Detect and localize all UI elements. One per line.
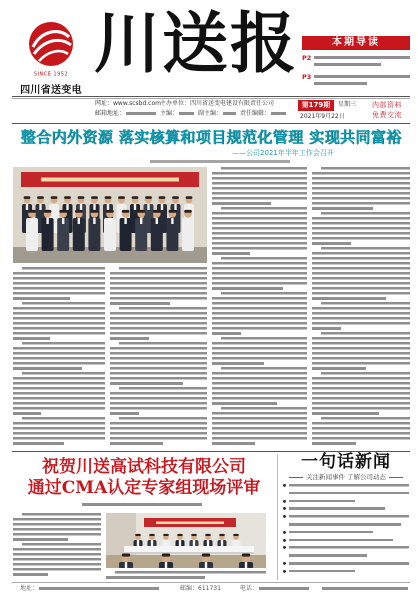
text-paragraph [13,543,101,578]
guide-item-lines [314,56,410,70]
lead-text-column-1 [13,267,105,447]
brief-item[interactable] [283,570,409,578]
text-paragraph [13,372,105,417]
person-hair [122,554,130,557]
masthead-divider-thin [12,98,410,99]
text-paragraph [312,167,410,212]
person-hair [91,196,98,199]
person-hair [191,534,197,536]
footer-divider [12,582,410,583]
guide-item-text [314,56,410,70]
free-exchange-note: 免费交流 [372,111,402,119]
person-shirt [31,218,33,224]
person-hair [169,210,177,213]
banner-lettering [156,522,224,525]
person-hair [75,210,83,213]
person-shirt [221,540,223,546]
footer-phone-label: 电话： [240,585,259,592]
text-paragraph [13,342,105,372]
person-shirt [46,218,48,224]
person-shirt [53,204,55,210]
editor-label: 主编： [160,110,179,117]
person-hair [202,554,210,557]
footer-phone [240,585,309,593]
group-photo-image [13,167,207,263]
brief-item[interactable] [283,507,409,515]
person-hair [135,534,141,536]
text-paragraph [110,342,207,387]
person-hair [177,534,183,536]
text-paragraph [212,407,307,447]
person-hair [159,196,166,199]
person-hair [137,210,145,213]
person-hair [132,196,139,199]
text-paragraph [13,513,101,543]
person-shirt [165,540,167,546]
email-value [126,112,156,115]
person-shirt [134,204,136,210]
person-shirt [188,204,190,210]
person-shirt [156,218,158,224]
brief-item[interactable] [283,546,409,562]
person-hair [242,554,250,557]
text-paragraph [312,417,410,447]
text-paragraph [312,212,410,247]
meeting-table-edge [124,552,254,554]
person-shirt [62,218,64,224]
person-hair [64,196,71,199]
lead-subtitle: ——公司2021年半年工作会召开 [232,149,334,157]
text-paragraph [312,302,410,332]
footer-postcode: 邮编：611731 [180,585,221,592]
person-hair [205,534,211,536]
person-shirt [171,218,173,224]
guide-item-text [314,75,410,89]
person-shirt [207,540,209,546]
footer-address [20,585,159,593]
person-shirt [93,218,95,224]
person-hair [172,196,179,199]
person-hair [44,210,52,213]
person-hair [153,210,161,213]
info-divider [12,123,410,124]
lead-text-column-2 [110,267,207,447]
brief-item[interactable] [283,500,409,508]
cma-text-below-photo [106,571,266,581]
duty-editor-value [271,112,286,115]
person-shirt [66,204,68,210]
person-hair [106,210,114,213]
cma-byline [82,503,202,506]
briefs-heading: 一句话新闻 [301,452,391,472]
person-shirt [80,204,82,210]
brief-item[interactable] [283,562,409,570]
logo-since-text: SINCE 1952 [33,71,69,77]
lead-headline[interactable]: 整合内外资源 落实核算和项目规范化管理 实现共同富裕 [20,128,402,146]
person-shirt [245,562,247,568]
cma-headline-line-1[interactable]: 祝贺川送高试科技有限公司 [42,457,246,477]
person-hair [78,196,85,199]
person-shirt [124,218,126,224]
person-shirt [39,204,41,210]
cma-text-column [13,513,101,578]
text-paragraph [13,302,105,342]
email-label: 邮箱地址： [95,110,126,117]
person-shirt [107,204,109,210]
banner-lettering [41,178,179,182]
guide-item[interactable] [302,55,410,70]
person-hair [186,196,193,199]
duty-editor-label: 责任编辑： [240,110,271,117]
guide-heading: 本期导读 [302,36,410,50]
issue-date: 2021年9月22日 [300,113,345,120]
person-shirt [125,562,127,568]
person-shirt [235,540,237,546]
meeting-table [124,546,254,553]
brief-item[interactable] [283,531,409,539]
cma-headline-line-2[interactable]: 通过CMA认定专家组现场评审 [27,478,261,498]
briefs-subtitle: 关注新闻事件 了解公司动态 [282,473,410,481]
person-shirt [165,562,167,568]
duty-editor-info [240,110,286,118]
logo-org-name: 四川省送变电 [20,85,82,96]
person-shirt [120,204,122,210]
guide-item-page: P3 [302,73,312,81]
lead-byline [150,160,290,163]
website-info [95,100,161,108]
deputy-editor-label: 副主编： [198,110,223,117]
text-paragraph [106,571,266,581]
person-hair [59,210,67,213]
email-info [95,110,156,118]
masthead-divider [12,96,410,97]
guide-item[interactable] [302,74,410,89]
text-paragraph [312,247,410,302]
text-paragraph [312,332,410,372]
text-paragraph [212,207,307,257]
text-paragraph [212,367,307,407]
person-shirt [93,204,95,210]
text-paragraph [212,167,307,207]
person-shirt [179,540,181,546]
person-hair [145,196,152,199]
text-paragraph [110,417,207,447]
deputy-editor-info [198,110,236,118]
text-paragraph [13,267,105,302]
person-shirt [205,562,207,568]
briefs-divider [277,454,278,580]
person-shirt [151,540,153,546]
person-shirt [174,204,176,210]
text-paragraph [110,387,207,417]
company-logo [27,20,75,68]
deputy-editor-value [223,112,236,115]
text-paragraph [110,267,207,307]
person-shirt [147,204,149,210]
person-hair [162,554,170,557]
person-hair [28,210,36,213]
person-hair [163,534,169,536]
text-paragraph [212,337,307,367]
sponsor-info [160,100,274,108]
person-shirt [78,218,80,224]
brief-item[interactable] [283,515,409,531]
editor-value [179,112,194,115]
masthead-title: 川送报 [94,4,298,82]
logo-swirl-icon [27,20,75,68]
person-hair [118,196,125,199]
text-paragraph [110,307,207,342]
person-hair [51,196,58,199]
footer-address-value [39,587,159,590]
footer-address-label: 地址： [20,585,39,592]
issue-number-badge: 第179期 [298,100,334,111]
person-shirt [161,204,163,210]
person-shirt [193,540,195,546]
internal-material-note: 内部资料 [372,101,402,109]
person-shirt [137,540,139,546]
brief-item[interactable] [283,539,409,547]
person-hair [91,210,99,213]
guide-item-page: P2 [302,54,312,62]
person-shirt [140,218,142,224]
footer-phone-value [259,587,309,590]
text-paragraph [13,417,105,447]
lead-text-column-4 [312,167,410,447]
person-hair [37,196,44,199]
person-shirt [109,218,111,224]
briefs-list [283,484,409,578]
person-hair [184,210,192,213]
person-hair [122,210,130,213]
person-shirt [187,218,189,224]
meeting-photo-image [106,513,266,568]
sponsor-text: 主办单位：四川省送变电建设有限责任公司 [160,100,275,107]
footer-printer [322,587,408,590]
meeting-photo [106,513,266,568]
editor-info [160,110,194,118]
group-photo [13,167,207,263]
lead-text-column-3 [212,167,307,447]
guide-item-lines [314,75,410,89]
person-hair [24,196,31,199]
person-shirt [26,204,28,210]
person-hair [149,534,155,536]
person-hair [233,534,239,536]
text-paragraph [312,372,410,417]
issue-weekday: 星期三 [338,101,357,108]
person-hair [105,196,112,199]
text-paragraph [212,292,307,337]
website-text: 网址：www.scsbd.com [95,100,161,107]
person-hair [219,534,225,536]
brief-item[interactable] [283,484,409,500]
text-paragraph [212,257,307,292]
